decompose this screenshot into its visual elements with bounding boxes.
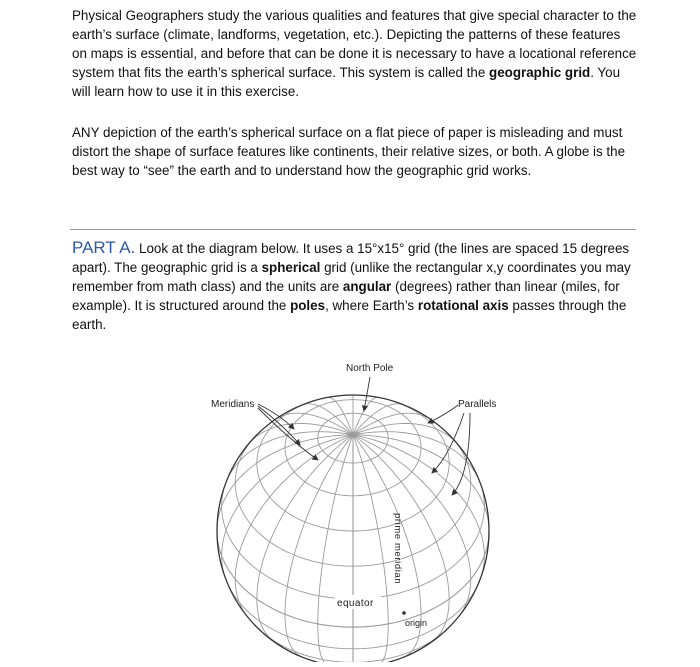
meridians-pointer-2 [258, 406, 300, 445]
part-a-text-3: (degrees) rather than linear (miles, for example). It is structured around the [72, 279, 620, 313]
parallels-pointer-2 [432, 413, 464, 473]
part-a-text-5: passes through the earth. [72, 298, 627, 332]
section-divider [70, 229, 636, 230]
meridian-line [249, 424, 353, 444]
meridians-label: Meridians [211, 399, 255, 410]
globe-diagram [0, 345, 700, 662]
term-rotational-axis: rotational axis [417, 298, 509, 313]
parallels-pointer-3 [452, 413, 470, 495]
parallels-label: Parallels [458, 399, 497, 410]
intro-text-1b: . You will learn how to use it in this exercise. [72, 65, 621, 99]
globe-svg [0, 345, 700, 662]
origin-point [402, 611, 406, 615]
part-a-text-1: Look at the diagram below. It uses a 15°x15° grid (the lines are spaced 15 degrees apart). The geographic grid is a [72, 241, 630, 275]
term-poles: poles [290, 298, 326, 313]
geographic-grid-term: geographic grid [489, 65, 591, 80]
prime-meridian-label: prime meridian [392, 513, 403, 585]
meridian-line [285, 435, 353, 657]
part-a-title: PART A. [72, 238, 136, 257]
meridian-line [353, 435, 388, 662]
globe-grid [217, 395, 489, 662]
north-pole-label: North Pole [346, 363, 394, 374]
meridian-line [353, 424, 457, 444]
term-spherical: spherical [261, 260, 321, 275]
meridian-line [328, 397, 353, 435]
intro-text-1a: Physical Geographers study the various qualities and features that give special character to the earth’s surface (climate, landforms, vegetation, etc.). Depicting the patterns of these features on maps is essential, and before that can be done it is necessary to have a locational reference system that fits the earth’s spherical surface. This system is called the [72, 8, 637, 80]
part-a-paragraph [72, 238, 637, 334]
intro-paragraph-2: ANY depiction of the earth’s spherical surface on a flat piece of paper is misleading and must distort the shape of surface features like continents, their relative sizes, or both. A globe is the best way to “see” the earth and to understand how the geographic grid works. [72, 125, 626, 178]
term-angular: angular [342, 279, 392, 294]
part-a-text-2: grid (unlike the rectangular x,y coordinates you may remember from math class) and the units are [72, 260, 631, 294]
meridian-line [257, 435, 353, 641]
meridian-line [318, 435, 353, 662]
part-a-text-4: , where Earth’s [325, 298, 418, 313]
equator-label: equator [337, 598, 374, 609]
origin-label: origin [405, 618, 428, 628]
intro-paragraph-1 [72, 6, 637, 101]
